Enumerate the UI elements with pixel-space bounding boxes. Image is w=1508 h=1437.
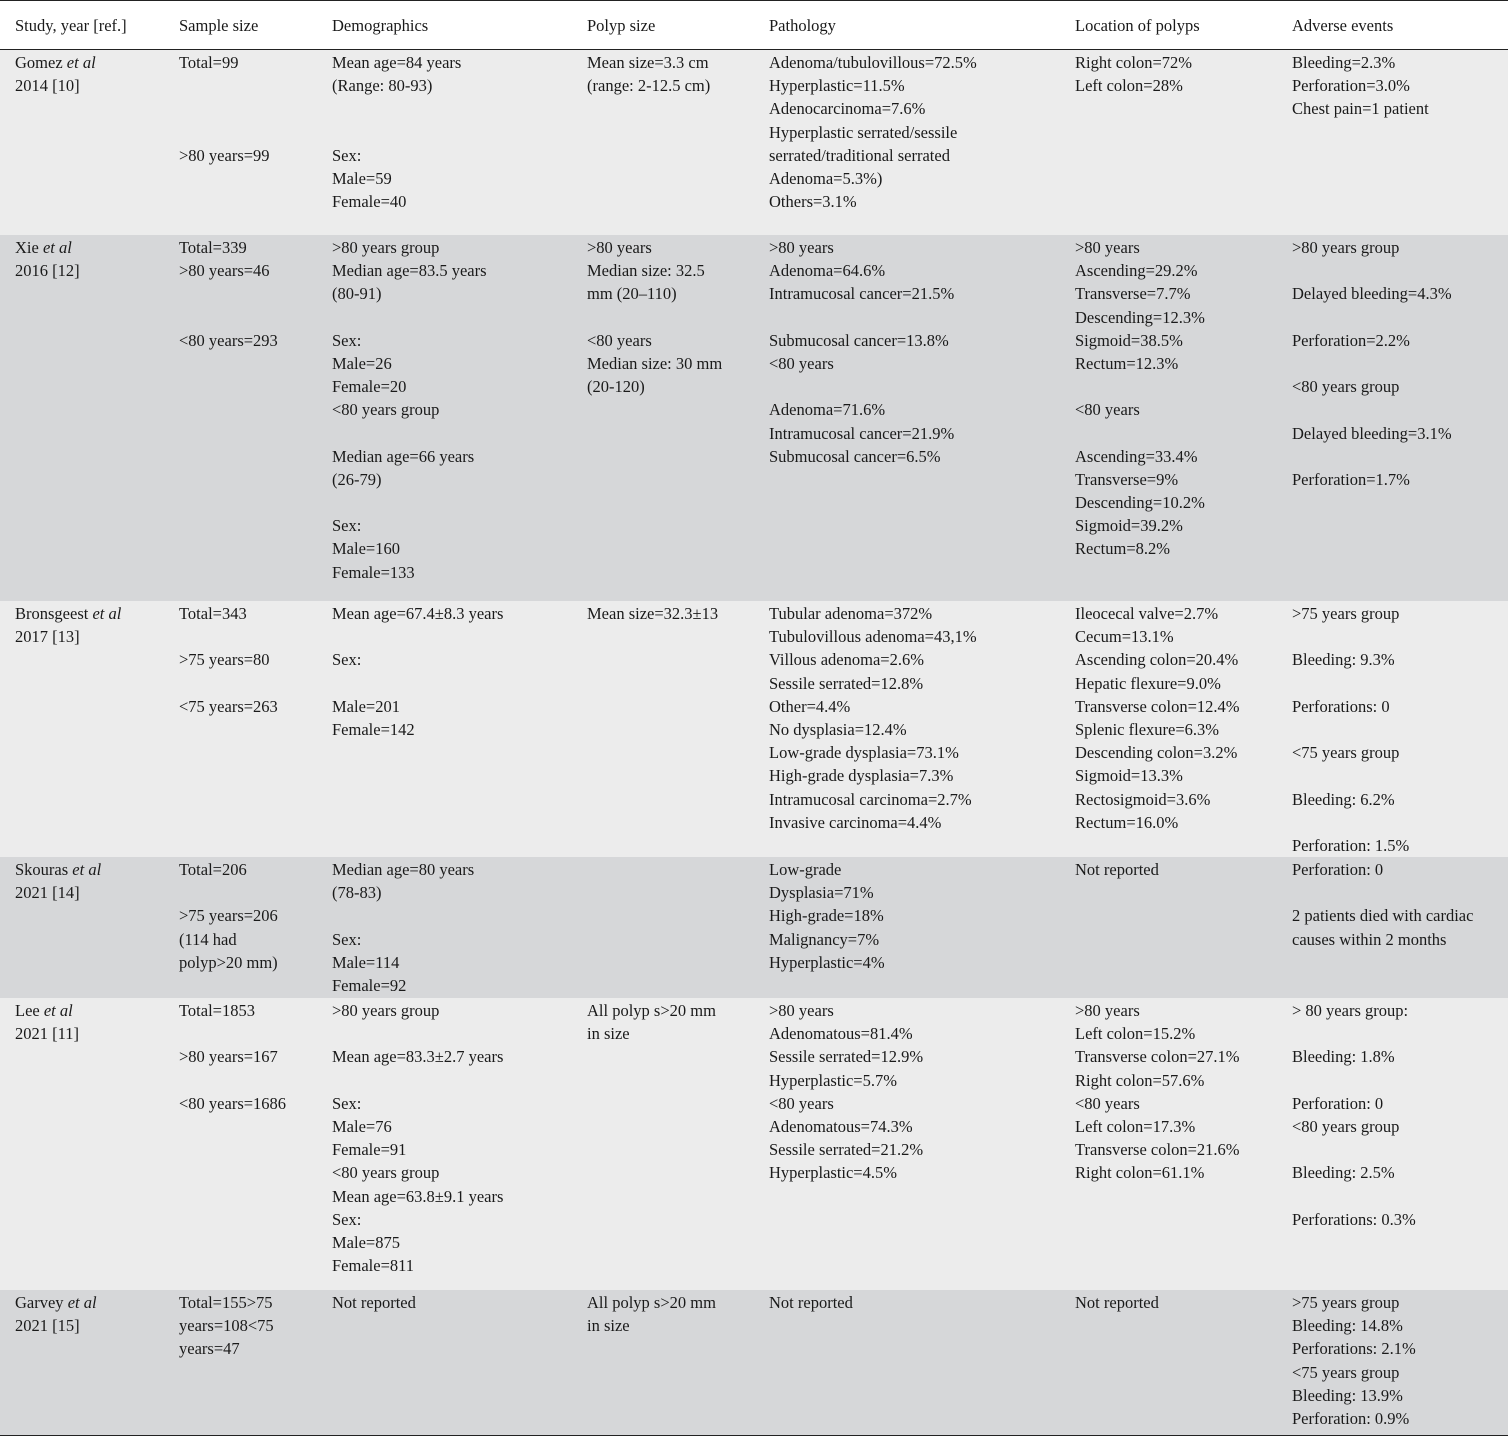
cell-line bbox=[332, 422, 572, 445]
cell-line bbox=[1292, 625, 1508, 648]
cell-line: Perforation=1.7% bbox=[1292, 469, 1410, 489]
polyp-size-cell bbox=[572, 601, 754, 857]
cell-line: Sessile serrated=21.2% bbox=[769, 1140, 924, 1160]
cell-line: Hyperplastic=4% bbox=[769, 952, 885, 972]
study-cell bbox=[0, 235, 164, 601]
cell-line bbox=[1292, 1022, 1508, 1045]
cell-line: Transverse colon=27.1% bbox=[1075, 1047, 1240, 1067]
cell-line bbox=[179, 1069, 317, 1092]
cell-line bbox=[1292, 672, 1508, 695]
pathology-cell bbox=[754, 1290, 1060, 1435]
cell-line: <80 years=293 bbox=[179, 330, 278, 350]
adverse-events-cell bbox=[1277, 235, 1508, 601]
table-row bbox=[0, 1290, 1508, 1435]
study-author-line bbox=[15, 858, 164, 881]
cell-line: Right colon=57.6% bbox=[1075, 1070, 1205, 1090]
cell-line: (range: 2-12.5 cm) bbox=[587, 76, 711, 96]
cell-line: Submucosal cancer=13.8% bbox=[769, 330, 949, 350]
cell-line: Not reported bbox=[1075, 1293, 1159, 1312]
cell-line: mm (20–110) bbox=[587, 284, 677, 304]
study-year-ref: 2014 [10] bbox=[15, 76, 80, 96]
cell-line: >80 years group bbox=[332, 238, 440, 257]
cell-line: (114 had bbox=[179, 929, 237, 949]
cell-line: Female=40 bbox=[332, 192, 407, 212]
cell-line: Right colon=72% bbox=[1075, 53, 1193, 72]
header-location: Location of polyps bbox=[1075, 16, 1200, 35]
cell-line: (20-120) bbox=[587, 377, 645, 397]
cell-line: Transverse colon=12.4% bbox=[1075, 696, 1240, 716]
pathology-cell bbox=[754, 50, 1060, 235]
cell-line bbox=[332, 1022, 572, 1045]
study-author: Garvey bbox=[15, 1293, 64, 1312]
cell-line bbox=[332, 625, 572, 648]
cell-line: Female=92 bbox=[332, 975, 407, 995]
study-author-line bbox=[15, 1291, 164, 1314]
cell-line: Splenic flexure=6.3% bbox=[1075, 719, 1220, 739]
cell-line: >80 years bbox=[587, 238, 652, 257]
cell-line: >80 years=46 bbox=[179, 261, 270, 281]
cell-line: <80 years group bbox=[332, 1163, 440, 1183]
cell-line bbox=[1292, 1069, 1508, 1092]
cell-line: Low-grade bbox=[769, 860, 842, 879]
cell-line: Median size: 30 mm bbox=[587, 353, 723, 373]
study-author-line bbox=[15, 236, 164, 259]
cell-line: Villous adenoma=2.6% bbox=[769, 650, 924, 670]
cell-line: Male=875 bbox=[332, 1232, 400, 1252]
cell-line: Other=4.4% bbox=[769, 696, 851, 716]
table-row bbox=[0, 601, 1508, 857]
cell-line: Hyperplastic serrated/sessile bbox=[769, 122, 958, 142]
cell-line: Total=99 bbox=[179, 53, 239, 72]
cell-line: Delayed bleeding=3.1% bbox=[1292, 423, 1452, 443]
cell-line: Median age=80 years bbox=[332, 860, 475, 879]
cell-line bbox=[769, 306, 1060, 329]
cell-line: >80 years bbox=[769, 238, 834, 257]
cell-line: Sessile serrated=12.8% bbox=[769, 673, 924, 693]
cell-line: All polyp s>20 mm bbox=[587, 1001, 716, 1020]
cell-line: Median size: 32.5 bbox=[587, 261, 705, 281]
cell-line bbox=[332, 97, 572, 120]
study-cell bbox=[0, 1290, 164, 1435]
cell-line: Invasive carcinoma=4.4% bbox=[769, 812, 942, 832]
study-author: Lee bbox=[15, 1001, 40, 1020]
cell-line bbox=[179, 625, 317, 648]
study-year-ref: 2021 [11] bbox=[15, 1024, 80, 1044]
study-author-line bbox=[15, 999, 164, 1022]
polyp-size-cell bbox=[572, 857, 754, 998]
cell-line bbox=[1292, 445, 1508, 468]
cell-line bbox=[179, 306, 317, 329]
cell-line bbox=[332, 306, 572, 329]
header-sample-size: Sample size bbox=[179, 16, 259, 35]
study-year-ref: 2021 [15] bbox=[15, 1316, 80, 1336]
cell-line: Sigmoid=38.5% bbox=[1075, 330, 1183, 350]
cell-line: Ascending colon=20.4% bbox=[1075, 650, 1239, 670]
cell-line: Adenoma=5.3%) bbox=[769, 168, 883, 188]
cell-line: <80 years=1686 bbox=[179, 1093, 287, 1113]
cell-line bbox=[587, 306, 754, 329]
cell-line bbox=[1292, 811, 1508, 834]
cell-line: Hyperplastic=5.7% bbox=[769, 1070, 897, 1090]
polyp-size-cell bbox=[572, 1290, 754, 1435]
cell-line: >80 years=167 bbox=[179, 1047, 278, 1067]
study-cell bbox=[0, 601, 164, 857]
cell-line: Female=133 bbox=[332, 562, 415, 582]
table-row bbox=[0, 235, 1508, 601]
cell-line: Total=339 bbox=[179, 238, 247, 257]
study-etal: et al bbox=[66, 53, 96, 72]
table-row bbox=[0, 857, 1508, 998]
cell-line: Tubular adenoma=372% bbox=[769, 604, 933, 623]
cell-line: >80 years bbox=[1075, 1001, 1140, 1020]
study-author-line bbox=[15, 602, 164, 625]
cell-line: Perforations: 0.3% bbox=[1292, 1209, 1416, 1229]
cell-line: Tubulovillous adenoma=43,1% bbox=[769, 627, 977, 647]
cell-line: <75 years=263 bbox=[179, 696, 278, 716]
cell-line: (26-79) bbox=[332, 469, 382, 489]
table-row bbox=[0, 998, 1508, 1290]
demographics-cell bbox=[317, 998, 572, 1290]
cell-line: Chest pain=1 patient bbox=[1292, 99, 1429, 119]
cell-line: (78-83) bbox=[332, 883, 382, 903]
cell-line bbox=[1075, 375, 1277, 398]
cell-line: Ascending=33.4% bbox=[1075, 446, 1198, 466]
polyp-size-cell bbox=[572, 235, 754, 601]
cell-line: Sex: bbox=[332, 650, 362, 670]
table-header-row bbox=[0, 0, 1508, 50]
sample-size-cell bbox=[164, 235, 317, 601]
cell-line: Dysplasia=71% bbox=[769, 883, 874, 903]
demographics-cell bbox=[317, 50, 572, 235]
cell-line bbox=[332, 121, 572, 144]
cell-line: Mean age=83.3±2.7 years bbox=[332, 1047, 504, 1067]
cell-line: Not reported bbox=[1075, 860, 1159, 879]
cell-line: polyp>20 mm) bbox=[179, 952, 278, 972]
cell-line: Ascending=29.2% bbox=[1075, 261, 1198, 281]
adverse-events-cell bbox=[1277, 601, 1508, 857]
cell-line: Total=343 bbox=[179, 604, 247, 623]
cell-line: Male=160 bbox=[332, 539, 400, 559]
cell-line bbox=[332, 1069, 572, 1092]
cell-line: Sex: bbox=[332, 330, 362, 350]
cell-line: Female=811 bbox=[332, 1256, 415, 1276]
study-author: Skouras bbox=[15, 860, 69, 879]
cell-line: in size bbox=[587, 1024, 630, 1044]
header-study: Study, year [ref.] bbox=[15, 16, 127, 35]
cell-line: Not reported bbox=[769, 1293, 853, 1312]
cell-line: years=47 bbox=[179, 1339, 240, 1359]
cell-line bbox=[332, 491, 572, 514]
study-year-ref: 2017 [13] bbox=[15, 627, 80, 647]
cell-line: Female=20 bbox=[332, 377, 407, 397]
cell-line: <80 years bbox=[769, 353, 834, 373]
location-cell bbox=[1060, 1290, 1277, 1435]
cell-line: Rectosigmoid=3.6% bbox=[1075, 789, 1211, 809]
cell-line: <75 years group bbox=[1292, 1362, 1400, 1382]
cell-line: Male=59 bbox=[332, 168, 392, 188]
cell-line bbox=[1292, 398, 1508, 421]
cell-line bbox=[1292, 881, 1508, 904]
cell-line bbox=[1292, 764, 1508, 787]
demographics-cell bbox=[317, 1290, 572, 1435]
cell-line bbox=[179, 282, 317, 305]
pathology-cell bbox=[754, 998, 1060, 1290]
cell-line: <80 years bbox=[769, 1093, 834, 1113]
study-etal: et al bbox=[43, 1001, 73, 1020]
cell-line: Not reported bbox=[332, 1293, 416, 1312]
cell-line bbox=[179, 1022, 317, 1045]
cell-line: Left colon=28% bbox=[1075, 76, 1183, 96]
cell-line: <80 years group bbox=[332, 400, 440, 420]
cell-line: Intramucosal carcinoma=2.7% bbox=[769, 789, 972, 809]
cell-line: Hepatic flexure=9.0% bbox=[1075, 673, 1221, 693]
cell-line: Mean age=67.4±8.3 years bbox=[332, 604, 504, 623]
cell-line: Male=114 bbox=[332, 952, 400, 972]
cell-line: Descending=10.2% bbox=[1075, 493, 1205, 513]
cell-line bbox=[179, 121, 317, 144]
cell-line: (Range: 80-93) bbox=[332, 76, 433, 96]
cell-line: Ileocecal valve=2.7% bbox=[1075, 604, 1219, 623]
cell-line: Adenomatous=74.3% bbox=[769, 1116, 913, 1136]
cell-line: <80 years bbox=[1075, 1093, 1140, 1113]
study-year-ref: 2021 [14] bbox=[15, 883, 80, 903]
cell-line: Left colon=17.3% bbox=[1075, 1116, 1196, 1136]
cell-line: Perforation: 1.5% bbox=[1292, 835, 1410, 855]
cell-line: 2 patients died with cardiac bbox=[1292, 906, 1474, 926]
cell-line: causes within 2 months bbox=[1292, 929, 1447, 949]
cell-line: Intramucosal cancer=21.9% bbox=[769, 423, 955, 443]
cell-line: years=108<75 bbox=[179, 1316, 274, 1336]
cell-line: Sessile serrated=12.9% bbox=[769, 1047, 924, 1067]
adverse-events-cell bbox=[1277, 857, 1508, 998]
cell-line: Median age=83.5 years bbox=[332, 261, 487, 281]
study-etal: et al bbox=[42, 238, 72, 257]
cell-line: >75 years=80 bbox=[179, 650, 270, 670]
cell-line: Adenoma=71.6% bbox=[769, 400, 886, 420]
demographics-cell bbox=[317, 235, 572, 601]
cell-line bbox=[1292, 1138, 1508, 1161]
cell-line: Adenoma/tubulovillous=72.5% bbox=[769, 53, 977, 72]
cell-line: Male=26 bbox=[332, 353, 392, 373]
cell-line: Transverse=7.7% bbox=[1075, 284, 1191, 304]
cell-line: Descending colon=3.2% bbox=[1075, 743, 1238, 763]
cell-line: Sex: bbox=[332, 145, 362, 165]
cell-line: Rectum=12.3% bbox=[1075, 353, 1179, 373]
cell-line: High-grade=18% bbox=[769, 906, 884, 926]
cell-line: Sex: bbox=[332, 1093, 362, 1113]
cell-line: Mean age=84 years bbox=[332, 53, 462, 72]
cell-line: Low-grade dysplasia=73.1% bbox=[769, 743, 959, 763]
cell-line: Perforation: 0 bbox=[1292, 860, 1384, 879]
cell-line: All polyp s>20 mm bbox=[587, 1293, 716, 1312]
cell-line: Rectum=8.2% bbox=[1075, 539, 1170, 559]
header-demographics: Demographics bbox=[332, 16, 429, 35]
study-etal: et al bbox=[72, 860, 102, 879]
cell-line bbox=[179, 97, 317, 120]
cell-line bbox=[1292, 306, 1508, 329]
header-polyp-size: Polyp size bbox=[587, 16, 656, 35]
table-row bbox=[0, 50, 1508, 235]
cell-line: No dysplasia=12.4% bbox=[769, 719, 907, 739]
cell-line: Hyperplastic=4.5% bbox=[769, 1163, 897, 1183]
cell-line: Total=1853 bbox=[179, 1001, 255, 1020]
polyp-size-cell bbox=[572, 998, 754, 1290]
study-author: Bronsgeest bbox=[15, 604, 89, 623]
cell-line: Sigmoid=13.3% bbox=[1075, 766, 1183, 786]
cell-line: Perforation=3.0% bbox=[1292, 76, 1410, 96]
cell-line: Descending=12.3% bbox=[1075, 307, 1205, 327]
cell-line: <75 years group bbox=[1292, 743, 1400, 763]
cell-line: Median age=66 years bbox=[332, 446, 475, 466]
cell-line: Male=76 bbox=[332, 1116, 392, 1136]
pathology-cell bbox=[754, 235, 1060, 601]
location-cell bbox=[1060, 601, 1277, 857]
cell-line: > 80 years group: bbox=[1292, 1001, 1409, 1020]
cell-line: Cecum=13.1% bbox=[1075, 627, 1174, 647]
cell-line: Left colon=15.2% bbox=[1075, 1024, 1196, 1044]
table-body bbox=[0, 50, 1508, 1435]
cell-line bbox=[179, 672, 317, 695]
cell-line: Bleeding: 1.8% bbox=[1292, 1047, 1395, 1067]
pathology-cell bbox=[754, 601, 1060, 857]
cell-line: High-grade dysplasia=7.3% bbox=[769, 766, 954, 786]
cell-line: Bleeding: 13.9% bbox=[1292, 1385, 1403, 1405]
cell-line: Transverse colon=21.6% bbox=[1075, 1140, 1240, 1160]
cell-line: >80 years bbox=[1075, 238, 1140, 257]
sample-size-cell bbox=[164, 601, 317, 857]
study-author: Gomez bbox=[15, 53, 63, 72]
cell-line: Adenocarcinoma=7.6% bbox=[769, 99, 926, 119]
cell-line bbox=[1292, 352, 1508, 375]
cell-line: <80 years group bbox=[1292, 377, 1400, 397]
location-cell bbox=[1060, 998, 1277, 1290]
cell-line: >75 years=206 bbox=[179, 906, 278, 926]
cell-line: Others=3.1% bbox=[769, 192, 857, 212]
cell-line: Sex: bbox=[332, 929, 362, 949]
sample-size-cell bbox=[164, 1290, 317, 1435]
cell-line: Mean size=3.3 cm bbox=[587, 53, 709, 72]
table-bottom-rule bbox=[0, 1435, 1508, 1436]
cell-line: Sex: bbox=[332, 516, 362, 536]
cell-line: Right colon=61.1% bbox=[1075, 1163, 1205, 1183]
study-etal: et al bbox=[67, 1293, 97, 1312]
location-cell bbox=[1060, 235, 1277, 601]
cell-line: Perforation: 0 bbox=[1292, 1093, 1384, 1113]
header-pathology: Pathology bbox=[769, 16, 836, 35]
cell-line: >80 years group bbox=[332, 1001, 440, 1020]
cell-line: >80 years group bbox=[1292, 238, 1400, 257]
demographics-cell bbox=[317, 857, 572, 998]
cell-line: Perforation: 0.9% bbox=[1292, 1408, 1410, 1428]
cell-line: Bleeding: 6.2% bbox=[1292, 789, 1395, 809]
cell-line: Male=201 bbox=[332, 696, 400, 716]
cell-line: <80 years bbox=[1075, 400, 1140, 420]
cell-line: Delayed bleeding=4.3% bbox=[1292, 284, 1452, 304]
cell-line bbox=[1292, 718, 1508, 741]
cell-line: Total=155>75 bbox=[179, 1293, 273, 1312]
cell-line bbox=[332, 904, 572, 927]
cell-line: serrated/traditional serrated bbox=[769, 145, 950, 165]
study-year-ref: 2016 [12] bbox=[15, 261, 80, 281]
cell-line: Bleeding=2.3% bbox=[1292, 53, 1396, 72]
cell-line: >75 years group bbox=[1292, 1293, 1400, 1312]
cell-line: Female=142 bbox=[332, 719, 415, 739]
sample-size-cell bbox=[164, 998, 317, 1290]
cell-line: Submucosal cancer=6.5% bbox=[769, 446, 941, 466]
study-cell bbox=[0, 998, 164, 1290]
cell-line: >75 years group bbox=[1292, 604, 1400, 623]
adverse-events-cell bbox=[1277, 1290, 1508, 1435]
cell-line bbox=[1292, 1185, 1508, 1208]
cell-line bbox=[332, 672, 572, 695]
cell-line: Perforation=2.2% bbox=[1292, 330, 1410, 350]
cell-line: <80 years bbox=[587, 330, 652, 350]
study-etal: et al bbox=[92, 604, 122, 623]
cell-line: Bleeding: 2.5% bbox=[1292, 1163, 1395, 1183]
cell-line bbox=[179, 881, 317, 904]
cell-line: Mean age=63.8±9.1 years bbox=[332, 1186, 504, 1206]
demographics-cell bbox=[317, 601, 572, 857]
cell-line bbox=[769, 375, 1060, 398]
cell-line: Perforations: 2.1% bbox=[1292, 1339, 1416, 1359]
cell-line: Mean size=32.3±13 bbox=[587, 604, 719, 623]
cell-line: Perforations: 0 bbox=[1292, 696, 1390, 716]
cell-line: Bleeding: 9.3% bbox=[1292, 650, 1395, 670]
cell-line: (80-91) bbox=[332, 284, 382, 304]
cell-line: Rectum=16.0% bbox=[1075, 812, 1179, 832]
cell-line: Sigmoid=39.2% bbox=[1075, 516, 1183, 536]
cell-line: Bleeding: 14.8% bbox=[1292, 1316, 1403, 1336]
cell-line bbox=[1292, 259, 1508, 282]
location-cell bbox=[1060, 50, 1277, 235]
cell-line: Total=206 bbox=[179, 860, 247, 879]
header-adverse-events: Adverse events bbox=[1292, 16, 1394, 35]
cell-line: Transverse=9% bbox=[1075, 469, 1179, 489]
polyp-size-cell bbox=[572, 50, 754, 235]
cell-line: >80 years=99 bbox=[179, 145, 270, 165]
sample-size-cell bbox=[164, 50, 317, 235]
adverse-events-cell bbox=[1277, 998, 1508, 1290]
cell-line: Hyperplastic=11.5% bbox=[769, 76, 905, 96]
study-cell bbox=[0, 50, 164, 235]
cell-line: Adenoma=64.6% bbox=[769, 261, 886, 281]
cell-line bbox=[1075, 422, 1277, 445]
study-author-line bbox=[15, 51, 164, 74]
pathology-cell bbox=[754, 857, 1060, 998]
cell-line: Intramucosal cancer=21.5% bbox=[769, 284, 955, 304]
cell-line: Female=91 bbox=[332, 1140, 407, 1160]
cell-line bbox=[179, 74, 317, 97]
study-author: Xie bbox=[15, 238, 39, 257]
study-cell bbox=[0, 857, 164, 998]
location-cell bbox=[1060, 857, 1277, 998]
cell-line: >80 years bbox=[769, 1001, 834, 1020]
cell-line: Sex: bbox=[332, 1209, 362, 1229]
cell-line: Adenomatous=81.4% bbox=[769, 1024, 913, 1044]
cell-line: Malignancy=7% bbox=[769, 929, 880, 949]
adverse-events-cell bbox=[1277, 50, 1508, 235]
cell-line: <80 years group bbox=[1292, 1116, 1400, 1136]
sample-size-cell bbox=[164, 857, 317, 998]
cell-line: in size bbox=[587, 1316, 630, 1336]
